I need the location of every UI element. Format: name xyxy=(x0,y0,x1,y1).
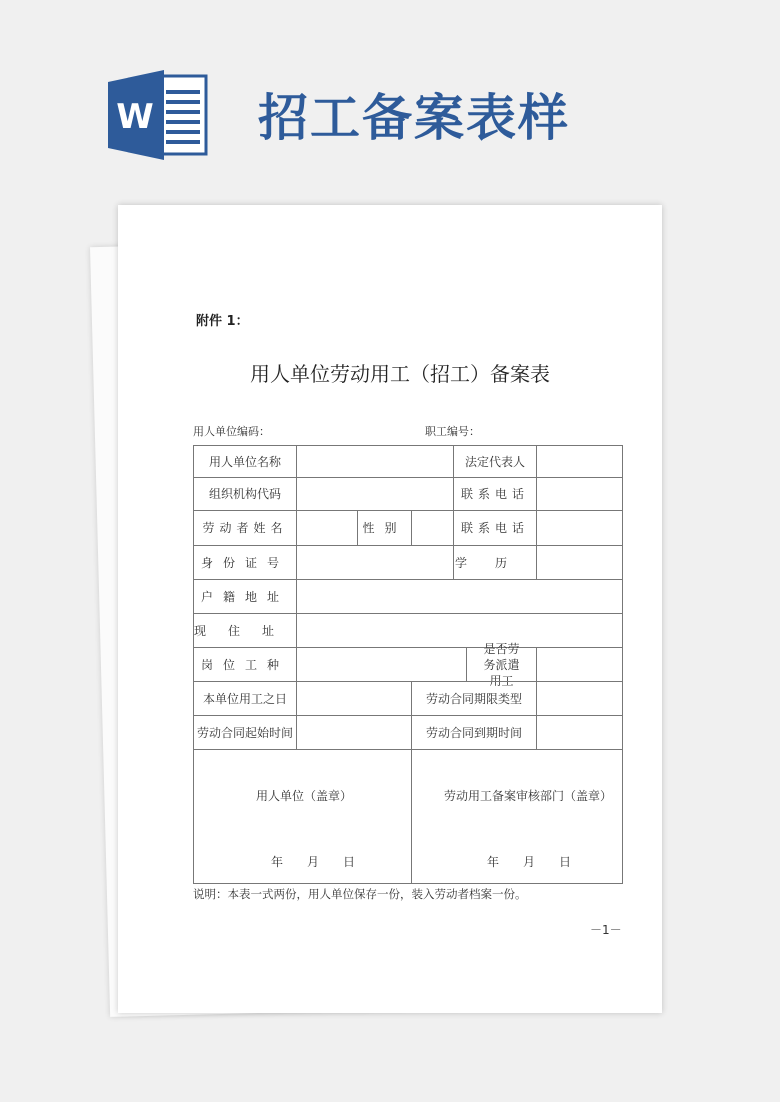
label-id-no: 身份证号 xyxy=(193,545,297,580)
label-contract-start: 劳动合同起始时间 xyxy=(193,715,297,750)
label-phone-1: 联系电话 xyxy=(453,477,537,511)
dept-date: 年 月 日 xyxy=(487,855,572,869)
label-education: 学历 xyxy=(453,545,537,580)
page-title: 招工备案表样 xyxy=(258,89,570,147)
field-id-no[interactable] xyxy=(296,545,454,580)
page-number: －1－ xyxy=(590,923,622,937)
field-worker-name[interactable] xyxy=(296,510,358,546)
svg-text:W: W xyxy=(116,97,154,137)
employer-code-label: 用人单位编码： xyxy=(193,425,270,438)
label-worker-name: 劳动者姓名 xyxy=(193,510,297,546)
label-gender: 性别 xyxy=(357,510,412,546)
label-dispatch: 是否劳务派遣用工 xyxy=(466,647,537,682)
label-employer-name: 用人单位名称 xyxy=(193,445,297,478)
field-phone-1[interactable] xyxy=(536,477,623,511)
label-org-code: 组织机构代码 xyxy=(193,477,297,511)
label-legal-rep: 法定代表人 xyxy=(453,445,537,478)
label-household: 户籍地址 xyxy=(193,579,297,614)
field-contract-start[interactable] xyxy=(296,715,412,750)
field-start-date[interactable] xyxy=(296,681,412,716)
field-legal-rep[interactable] xyxy=(536,445,623,478)
field-gender[interactable] xyxy=(411,510,454,546)
label-phone-2: 联系电话 xyxy=(453,510,537,546)
dept-seal-label: 劳动用工备案审核部门（盖章） xyxy=(444,789,613,803)
label-current-address: 现住址 xyxy=(193,613,297,648)
employer-date: 年 月 日 xyxy=(271,855,356,869)
note: 说明：本表一式两份，用人单位保存一份，装入劳动者档案一份。 xyxy=(193,887,527,901)
field-household[interactable] xyxy=(296,579,623,614)
label-post: 岗位工种 xyxy=(193,647,297,682)
field-contract-end[interactable] xyxy=(536,715,623,750)
field-education[interactable] xyxy=(536,545,623,580)
field-contract-type[interactable] xyxy=(536,681,623,716)
field-org-code[interactable] xyxy=(296,477,454,511)
label-start-date: 本单位用工之日 xyxy=(193,681,297,716)
attachment-label: 附件 1： xyxy=(196,314,249,329)
form-title: 用人单位劳动用工（招工）备案表 xyxy=(250,362,550,386)
field-dispatch[interactable] xyxy=(536,647,623,682)
field-post[interactable] xyxy=(296,647,467,682)
field-current-address[interactable] xyxy=(296,613,623,648)
field-employer-name[interactable] xyxy=(296,445,454,478)
field-phone-2[interactable] xyxy=(536,510,623,546)
employee-no-label: 职工编号： xyxy=(425,425,480,438)
label-contract-end: 劳动合同到期时间 xyxy=(411,715,537,750)
label-contract-type: 劳动合同期限类型 xyxy=(411,681,537,716)
employer-seal-label: 用人单位（盖章） xyxy=(256,789,353,803)
word-icon xyxy=(108,70,208,160)
